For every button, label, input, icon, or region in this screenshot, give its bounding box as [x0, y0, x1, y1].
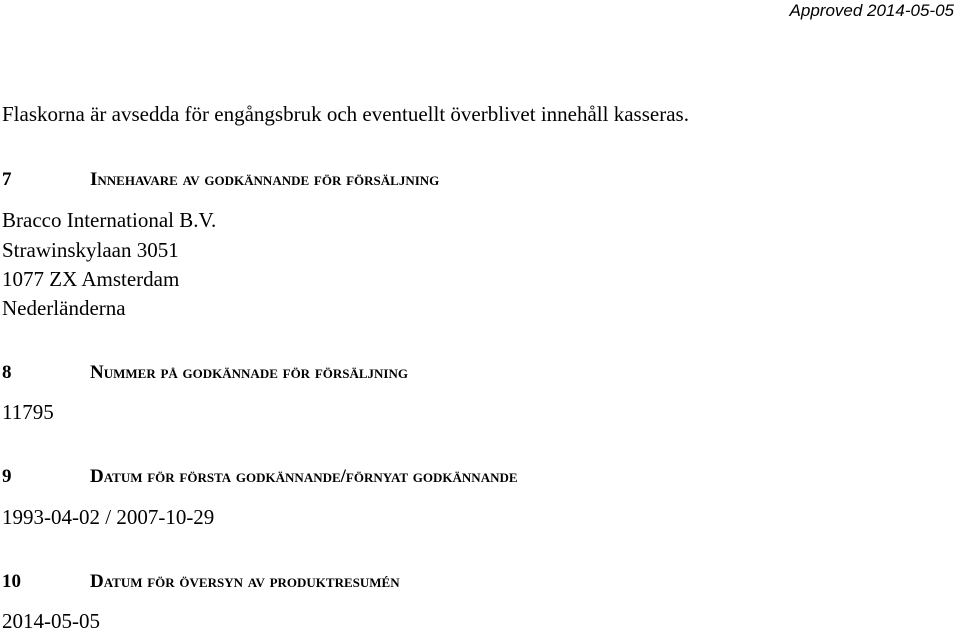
section-8-heading [2, 362, 408, 384]
section-7-number: 7 [2, 169, 12, 190]
section-7-heading [2, 169, 439, 191]
section-8-number: 8 [2, 362, 12, 383]
authorisation-number: 11795 [2, 400, 54, 424]
holder-country: Nederländerna [2, 296, 126, 320]
section-10-number: 10 [2, 571, 21, 592]
section-9-title: Datum för första godkännande/förnyat godkännande [90, 466, 518, 487]
approval-stamp: Approved 2014-05-05 [789, 1, 954, 20]
section-10-heading [2, 571, 400, 593]
holder-name: Bracco International B.V. [2, 208, 217, 232]
section-8-title: Nummer på godkännade för försäljning [90, 362, 408, 383]
section-10-title: Datum för översyn av produktresumén [90, 571, 400, 592]
intro-paragraph: Flaskorna är avsedda för engångsbruk och eventuellt överblivet innehåll kasseras. [2, 102, 689, 126]
holder-postal-city: 1077 ZX Amsterdam [2, 267, 180, 291]
authorisation-dates: 1993-04-02 / 2007-10-29 [2, 505, 215, 529]
section-9-heading [2, 466, 518, 488]
holder-street: Strawinskylaan 3051 [2, 238, 179, 262]
section-7-title: Innehavare av godkännande för försäljning [90, 169, 440, 190]
section-9-number: 9 [2, 466, 12, 487]
revision-date: 2014-05-05 [2, 609, 100, 632]
